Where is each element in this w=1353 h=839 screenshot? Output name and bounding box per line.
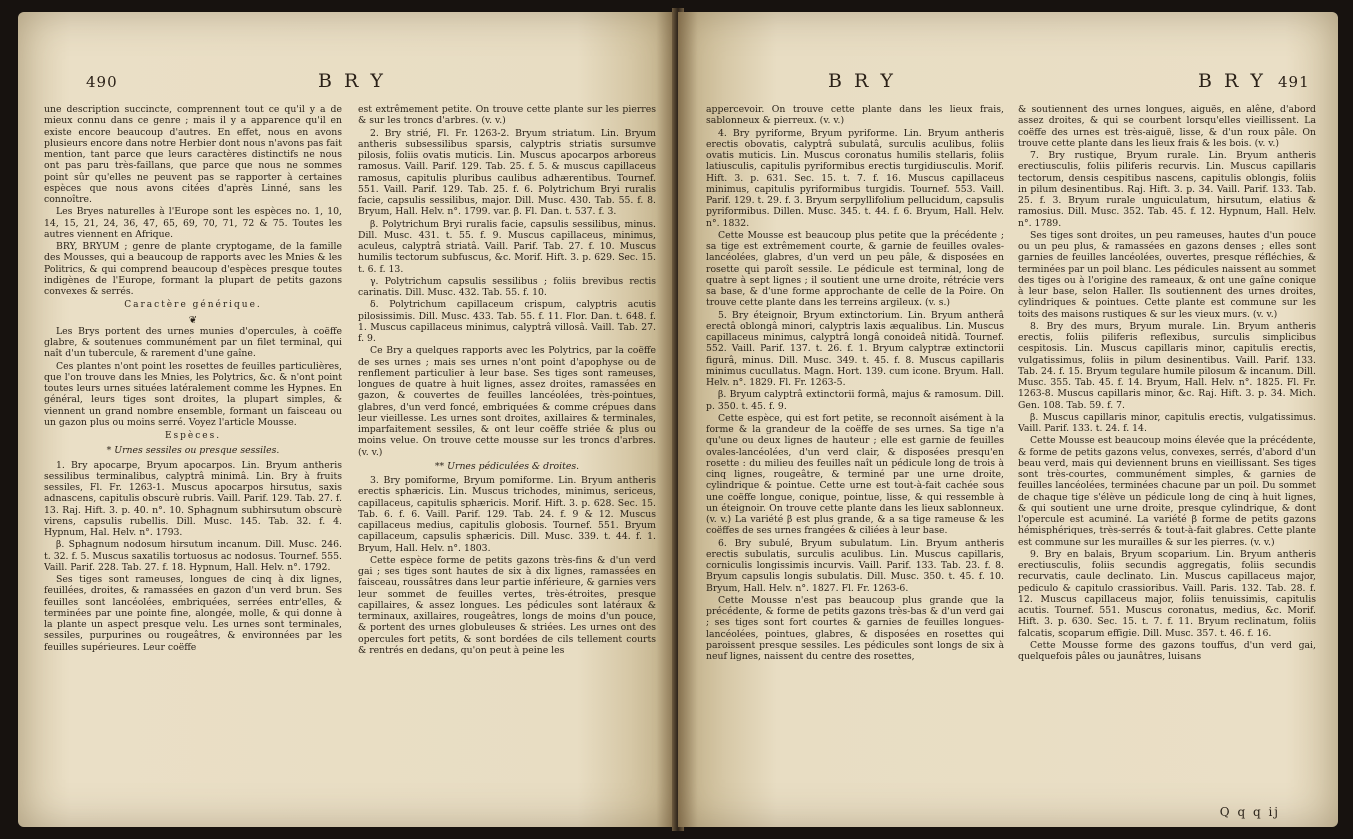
paragraph: Cette Mousse forme des gazons touffus, d'un verd gai, quelquefois pâles ou jaunâtres, luisans bbox=[1018, 639, 1316, 662]
right-column-1 bbox=[706, 104, 1004, 819]
paragraph: Les Brys portent des urnes munies d'opercules, à coëffe glabre, & soutenues communément par un filet terminal, qui naît d'un tubercule, & rarement d'une gaîne. bbox=[44, 325, 342, 360]
paragraph: δ. Polytrichum capillaceum crispum, calyptris acutis pilosissimis. Dill. Musc. 433. Tab. 55. f. 11. Flor. Dan. t. 648. f. 1. Muscus capillaceus minimus, calyptrâ villosâ. Vaill. Tab. 27. f. 9. bbox=[358, 299, 656, 344]
paragraph: BRY, BRYUM ; genre de plante cryptogame, de la famille des Mousses, qui a beaucoup de rapports avec les Mnies & les Politrics, & qui comprend beaucoup d'espèces presque toutes indigènes de l'Europe, formant la plupart de petits gazons convexes & serrés. bbox=[44, 241, 342, 297]
paragraph: appercevoir. On trouve cette plante dans les lieux frais, sablonneux & pierreux. (v. v.) bbox=[706, 104, 1004, 127]
right-running-head: B R Y bbox=[1198, 70, 1266, 92]
paragraph: Ce Bry a quelques rapports avec les Polytrics, par la coëffe de ses urnes ; mais ses urnes n'ont point d'apophyse ou de renflement particulier à leur base. Ses tiges sont rameuses, longues de quatre à huit lignes, assez droites, ramassées en gazon, & couvertes de feuilles lancéolées, très-pointues, glabres, d'un verd foncé, embriquées & comme crépues dans leur vieillesse. Les urnes sont droites, axillaires & terminales, imparfaitement sessiles, & ont leur coëffe striée & plus ou moins velue. On trouve cette mousse sur les troncs d'arbres. (v. v.) bbox=[358, 345, 656, 458]
paragraph: β. Muscus capillaris minor, capitulis erectis, vulgatissimus. Vaill. Parif. 133. t. 24. f. 14. bbox=[1018, 411, 1316, 434]
paragraph: 8. Bry des murs, Bryum murale. Lin. Bryum antheris erectis, foliis piliferis reflexibus, surculis simplicibus cespitosis. Lin. Muscus capillaris minor, capitulis erectis, vulgatissimus, foliis in pilum desinentibus. Vaill. Parif. 133. Tab. 24. f. 15. Bryum tegulare humile pilosum & incanum. Dill. Musc. 355. Tab. 45. f. 14. Bryum, Hall. Helv. n°. 1825. Fl. Fr. 1263-8. Muscus capillaris minor, &c. Raj. Hift. 3. p. 34. Mich. Gen. 108. Tab. 59. f. 7. bbox=[1018, 320, 1316, 411]
section-heading: Caractère générique. bbox=[124, 300, 262, 311]
fleuron-ornament: ❦ bbox=[188, 314, 198, 326]
paragraph: 7. Bry rustique, Bryum rurale. Lin. Bryum antheris erectiusculis, foliis piliferis recurvis. Lin. Muscus capillaris tectorum, densis cespitibus nascens, capitulis oblongis, foliis in pilum desinentibus. Raj. Hift. 3. p. 34. Vaill. Parif. 133. Tab. 25. f. 3. Bryum rurale unguiculatum, hirsutum, elatius & ramosius. Dill. Musc. 352. Tab. 45. f. 12. Hypnum, Hall. Helv. n°. 1789. bbox=[1018, 150, 1316, 229]
paragraph: Cette Mousse est beaucoup moins élevée que la précédente, & forme de petits gazons velus, convexes, serrés, d'abord d'un beau verd, mais qui deviennent bruns en vieillissant. Ses tiges sont très-courtes, communément simples, & garnies de feuilles lancéolées, terminées chacune par un poil. Du sommet de chaque tige s'élève un pédicule long de cinq à huit lignes, & qui soutient une urne droite, presque cylindrique, & dont l'opercule est acuminé. La variété β forme de petits gazons hémisphériques, très-serrés & tout-à-fait glabres. Cette plante est commune sur les murailles & sur les pierres. (v. v.) bbox=[1018, 435, 1316, 548]
paragraph: 3. Bry pomiforme, Bryum pomiforme. Lin. Bryum antheris erectis sphæricis. Lin. Muscus trichodes, minimus, sericeus, capillaceus, capitulis sphæricis. Morif. Hift. 3. p. 628. Sec. 15. Tab. 6. f. 6. Vaill. Parif. 129. Tab. 24. f. 9 & 12. Muscus capillaceus medius, capitulis globosis. Tournef. 551. Bryum capillaceum, capsulis sphæricis. Dill. Musc. 339. t. 44. f. 1. Bryum, Hall. Helv. n°. 1803. bbox=[358, 475, 656, 554]
left-page-number: 490 bbox=[86, 73, 118, 91]
paragraph: 1. Bry apocarpe, Bryum apocarpos. Lin. Bryum antheris sessilibus terminalibus, calyptrâ minimâ. Lin. Bry à fruits sessiles, Fl. Fr. 1263-1. Muscus apocarpos hirsutus, saxis adnascens, capitulis obscurè rubris. Vaill. Parif. 129. Tab. 27. f. 13. Raj. Hift. 3. p. 40. n°. 10. Sphagnum subhirsutum obscurè virens, capsulis rubellis. Dill. Musc. 145. Tab. 32. f. 4. Hypnum, Hal. Helv. n°. 1793. bbox=[44, 459, 342, 538]
section-heading: Espèces. bbox=[164, 431, 222, 441]
subsection-heading: ** Urnes pédiculées & droites. bbox=[434, 460, 580, 472]
paragraph: 4. Bry pyriforme, Bryum pyriforme. Lin. Bryum antheris erectis obovatis, calyptrâ subulatâ, surculis aculibus, foliis ovatis muticis. Lin. Muscus coronatus humilis stellaris, foliis latiusculis, capitulis pyriformibus erectis turgidiusculis. Morif. Hift. 3. p. 631. Sec. 15. t. 7. f. 16. Muscus capillaceus minimus, capitulis pyriformibus turgidis. Tournef. 553. Vaill. Parif. 129. t. 29. f. 3. Bryum serpyllifolium pellucidum, capsulis pyriformibus. Dillen. Musc. 345. t. 44. f. 6. Bryum, Hall. Helv. n°. 1832. bbox=[706, 127, 1004, 229]
paragraph: Cette espèce, qui est fort petite, se reconnoît aisément à la forme & la grandeur de la coëffe de ses urnes. Sa tige n'a qu'une ou deux lignes de hauteur ; elle est garnie de feuilles ovales-lancéolées, d'un verd clair, & disposées presqu'en rosette : du milieu des feuilles naît un pédicule long de trois à cinq lignes, rougeâtre, & terminé par une urne droite, cylindrique & pointue. Cette urne est tout-à-fait cachée sous une coëffe longue, conique, pointue, lisse, & qui ressemble à un éteignoir. On trouve cette plante dans les lieux sablonneux. (v. v.) La variété β est plus grande, & a sa tige rameuse & les coëffes de ses urnes frangées & ciliées à leur base. bbox=[706, 412, 1004, 537]
paragraph: 2. Bry strié, Fl. Fr. 1263-2. Bryum striatum. Lin. Bryum antheris subsessilibus sparsis, calyptris striatis sursumve pilosis, foliis ovatis muticis. Lin. Muscus apocarpos arboreus ramosus. Vaill. Parif. 129. Tab. 25. f. 5. & muscus capillaceus ramosus, capitulis pluribus caulibus adhærentibus. Tournef. 551. Vaill. Parif. 129. Tab. 25. f. 6. Polytrichum Bryi ruralis facie, capsulis sessilibus, major. Dill. Musc. 430. Tab. 55. f. 8. Bryum, Hall. Helv. n°. 1799. var. β. Fl. Dan. t. 537. f. 3. bbox=[358, 127, 656, 218]
paragraph: β. Bryum calyptrâ extinctorii formâ, majus & ramosum. Dill. p. 350. t. 45. f. 9. bbox=[706, 389, 1004, 412]
left-page bbox=[18, 12, 676, 827]
paragraph: une description succincte, comprennent tout ce qu'il y a de mieux connu dans ce genre ; mais il y a apparence qu'il en existe encore beaucoup d'autres. En effet, nous en avons plusieurs encore dans notre Herbier dont nous n'avons pas fait mention, tant parce que leurs caractères distinctifs ne nous ont pas paru très-faillans, que parce que nous ne sommes point sûr qu'elles ne peuvent pas se rapporter à certaines espèces que nous avons citées d'après Linné, sans les connoître. bbox=[44, 104, 342, 205]
paragraph: Cette Mousse n'est pas beaucoup plus grande que la précédente, & forme de petits gazons très-bas & d'un verd gai ; ses tiges sont fort courtes & garnies de feuilles longues-lancéolées, pointues, glabres, & disposées en rosettes qui paroissent presque sessiles. Les pédicules sont longs de six à neuf lignes, naissent du centre des rosettes, bbox=[706, 594, 1004, 662]
paragraph: 6. Bry subulé, Bryum subulatum. Lin. Bryum antheris erectis subulatis, surculis aculibus. Lin. Muscus capillaris, corniculis longissimis incurvis. Vaill. Parif. 133. Tab. 23. f. 8. Bryum capsulis longis subulatis. Dill. Musc. 350. t. 45. f. 10. Bryum, Hall. Helv. n°. 1827. Fl. Fr. 1263-6. bbox=[706, 537, 1004, 594]
paragraph: Cette Mousse est beaucoup plus petite que la précédente ; sa tige est extrêmement courte, & garnie de feuilles ovales-lancéolées, glabres, d'un verd un peu pâle, & disposées en rosette qui paroît sessile. Le pédicule est terminal, long de quatre à sept lignes ; il soutient une urne droite, rétrécie vers sa base, & d'une forme approchante de celle de la Poire. On trouve cette plante dans les terreins argileux. (v. s.) bbox=[706, 229, 1004, 309]
paragraph: est extrêmement petite. On trouve cette plante sur les pierres & sur les troncs d'arbres. (v. v.) bbox=[358, 104, 656, 127]
left-column-1 bbox=[44, 104, 342, 819]
right-page bbox=[678, 12, 1338, 827]
printer-signature: Q q q ij bbox=[1219, 805, 1280, 819]
paragraph: & soutiennent des urnes longues, aiguës, en alêne, d'abord assez droites, & qui se courbent lorsqu'elles vieillissent. La coëffe des urnes est très-aiguë, lisse, & d'un roux pâle. On trouve cette plante dans les lieux frais & les bois. (v. v.) bbox=[1018, 104, 1316, 149]
paragraph: Ces plantes n'ont point les rosettes de feuilles particulières, que l'on trouve dans les Mnies, les Polytrics, &c. & n'ont point toutes leurs urnes situées latéralement comme les Hypnes. En général, leurs tiges sont droites, la plupart simples, & viennent un grand nombre ensemble, formant un faisceau ou un gazon plus ou moins serré. Voyez l'article Mousse. bbox=[44, 360, 342, 428]
paragraph: Cette espèce forme de petits gazons très-fins & d'un verd gai ; ses tiges sont hautes de six à dix lignes, ramassées en faisceau, roussâtres dans leur partie inférieure, & garnies vers leur sommet de feuilles vertes, très-étroites, presque capillaires, & assez longues. Les pédicules sont latéraux & terminaux, axillaires, rougeâtres, longs de moins d'un pouce, & portent des urnes globuleuses & striées. Les urnes ont des opercules fort petits, & sont bordées de cils tellement courts & rentrés en dedans, qu'on peut à peine les bbox=[358, 554, 656, 656]
paragraph: 9. Bry en balais, Bryum scoparium. Lin. Bryum antheris erectiusculis, foliis secundis aggregatis, foliis secundis recurvatis, caule declinato. Lin. Muscus capillaceus major, pediculo & capitulo crassioribus. Vaill. Paris. 132. Tab. 28. f. 12. Muscus capillaceus major, foliis tenuissimis, capitulis acutis. Tournef. 551. Muscus coronatus, medius, &c. Morif. Hift. 3. p. 630. Sec. 15. t. 7. f. 11. Bryum reclinatum, foliis falcatis, scoparum effigie. Dill. Musc. 357. t. 46. f. 16. bbox=[1018, 548, 1316, 639]
right-running-head-center: B R Y bbox=[828, 70, 896, 92]
paragraph: β. Sphagnum nodosum hirsutum incanum. Dill. Musc. 246. t. 32. f. 5. Muscus saxatilis tortuosus ac nodosus. Tournef. 555. Vaill. Parif. 228. Tab. 27. f. 18. Hypnum, Hall. Helv. n°. 1792. bbox=[44, 539, 342, 573]
paragraph: Ses tiges sont rameuses, longues de cinq à dix lignes, feuillées, droites, & ramassées en gazon d'un verd brun. Ses feuilles sont lancéolées, embriquées, serrées entr'elles, & terminées par une pointe fine, alongée, molle, & qui donne à la plante un aspect presque velu. Les urnes sont terminales, sessiles, purpurines ou rougeâtres, & environnées par les feuilles supérieures. Leur coëffe bbox=[44, 574, 342, 653]
right-column-2 bbox=[1018, 104, 1316, 819]
right-page-number: 491 bbox=[1278, 73, 1310, 91]
paragraph: γ. Polytrichum capsulis sessilibus ; foliis brevibus rectis carinatis. Dill. Musc. 432. Tab. 55. f. 10. bbox=[358, 275, 656, 298]
paragraph: Les Bryes naturelles à l'Europe sont les espèces no. 1, 10, 14, 15, 21, 24, 36, 47, 65, 69, 70, 71, 72 & 75. Toutes les autres viennent en Afrique. bbox=[44, 206, 342, 240]
paragraph: β. Polytrichum Bryi ruralis facie, capsulis sessilibus, minus. Dill. Musc. 431. t. 55. f. 9. Muscus capillaceus, minimus, aculeus, calyptrâ striatâ. Vaill. Parif. Tab. 27. f. 10. Muscus humilis tectorum subfuscus, &c. Morif. Hift. 3. p. 629. Sec. 15. t. 6. f. 13. bbox=[358, 218, 656, 275]
paragraph: Ses tiges sont droites, un peu rameuses, hautes d'un pouce ou un peu plus, & ramassées en gazons denses ; elles sont garnies de feuilles lancéolées, ouvertes, presque réfléchies, & terminées par un poil blanc. Les pédicules naissent au sommet des tiges ou à l'origine des rameaux, & ont une gaîne conique à leur base, selon Haller. Ils soutiennent des urnes droites, cylindriques & pointues. Cette plante est commune sur les toits des maisons rustiques & sur les vieux murs. (v. v.) bbox=[1018, 229, 1316, 320]
left-column-2 bbox=[358, 104, 656, 819]
paragraph: 5. Bry éteignoir, Bryum extinctorium. Lin. Bryum antherâ erectâ oblongâ minori, calyptris laxis æqualibus. Lin. Muscus capillaceus minimus, calyptrâ longâ conoideâ nitidâ. Tournef. 552. Vaill. Parif. 137. t. 26. f. 1. Bryum calyptræ extinctorii figurâ, minus. Dill. Musc. 349. t. 45. f. 8. Muscus capillaris minimus cucullatus. Magn. Hort. 139. cum icone. Bryum. Hall. Helv. n°. 1829. Fl. Fr. 1263-5. bbox=[706, 309, 1004, 388]
subsection-heading: * Urnes sessiles ou presque sessiles. bbox=[106, 445, 280, 457]
left-running-head: B R Y bbox=[318, 70, 386, 92]
